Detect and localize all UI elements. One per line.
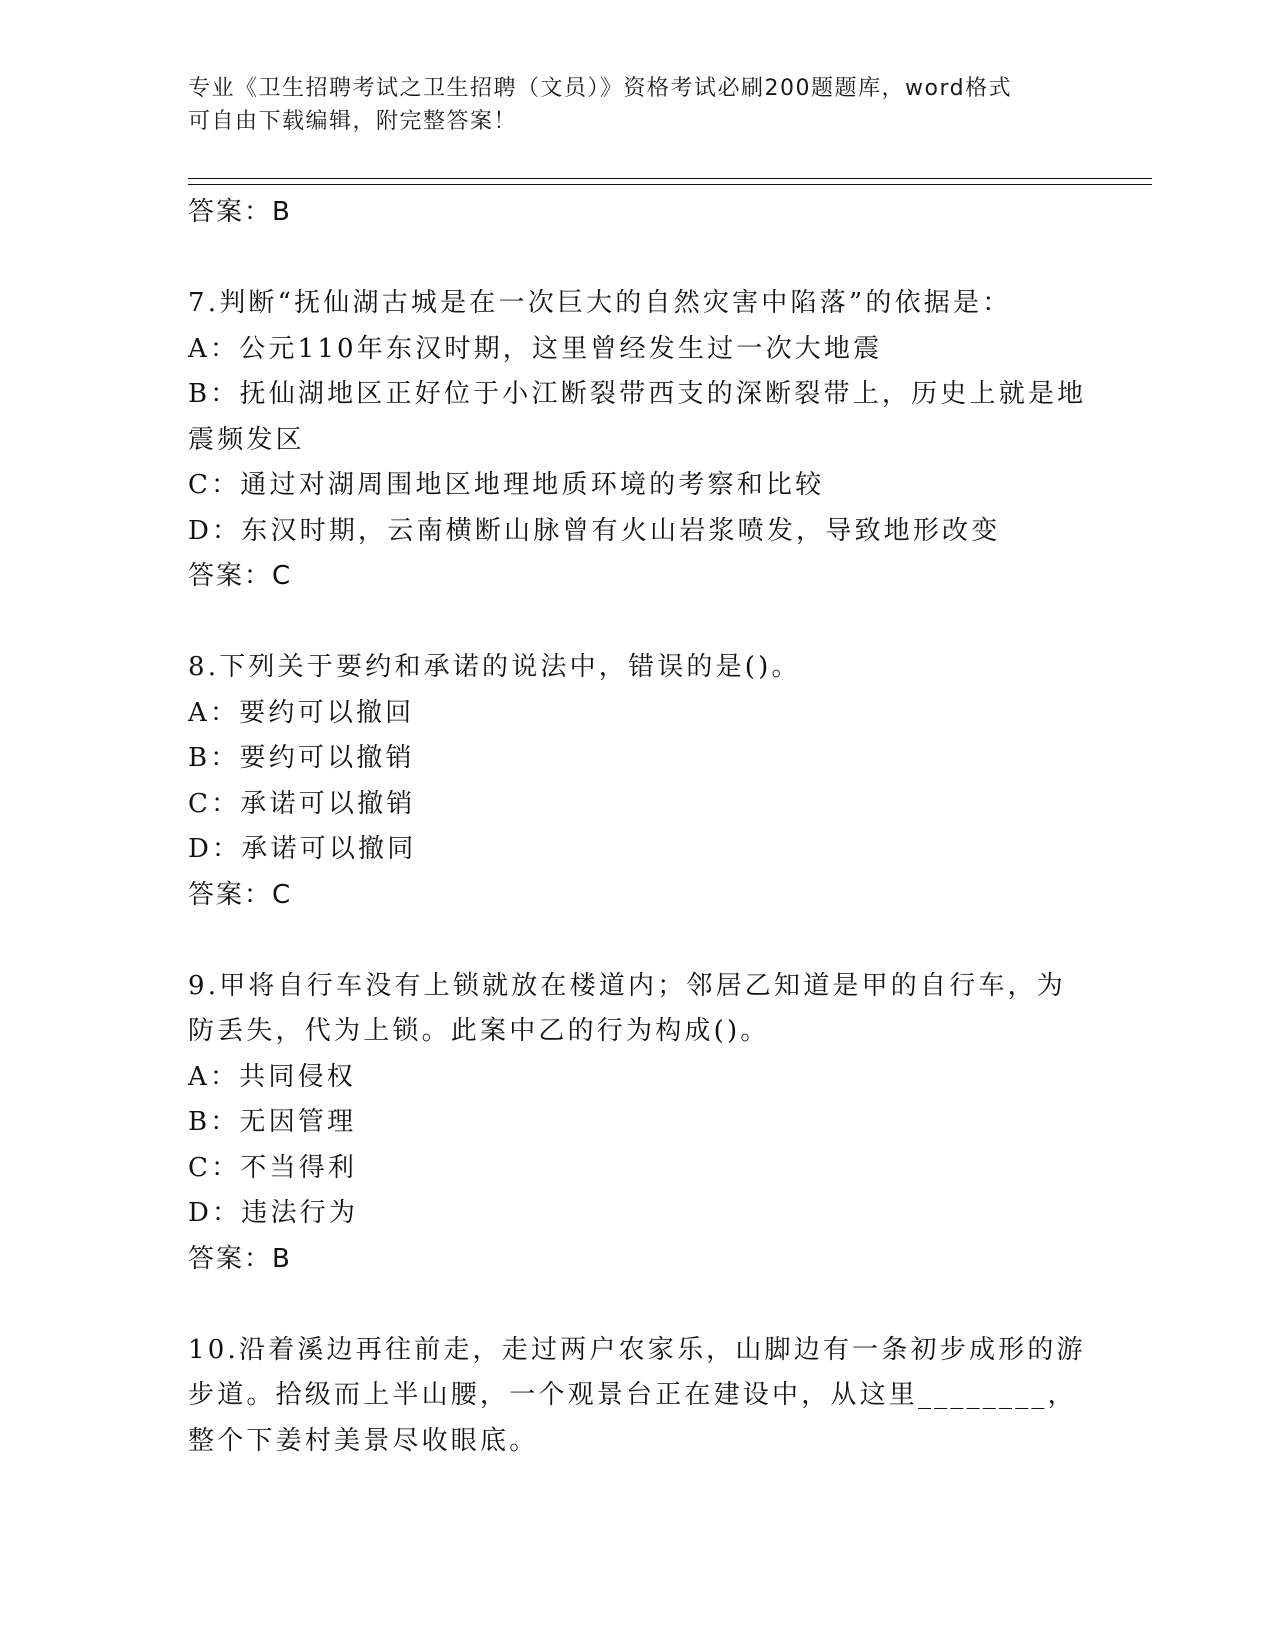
spacer	[188, 600, 1088, 646]
option-b: B：抚仙湖地区正好位于小江断裂带西支的深断裂带上，历史上就是地	[188, 379, 1087, 409]
question-stem-continued: 步道。拾级而上半山腰，一个观景台正在建设中，从这里________，	[188, 1380, 1077, 1410]
header-line-2: 可自由下载编辑，附完整答案！	[188, 109, 518, 134]
option-d: D：东汉时期，云南横断山脉曾有火山岩浆喷发，导致地形改变	[188, 515, 1001, 546]
option-a: A：公元110年东汉时期，这里曾经发生过一次大地震	[188, 333, 883, 364]
option-d: D：承诺可以撤同	[188, 834, 417, 864]
question-10	[188, 1328, 1088, 1465]
answer-label: 答案：C	[188, 879, 293, 910]
option-b: B：要约可以撤销	[188, 743, 415, 773]
option-b: B：无因管理	[188, 1107, 357, 1137]
spacer	[188, 1282, 1088, 1328]
answer-label: 答案：C	[188, 561, 293, 591]
answer-label: 答案：B	[188, 1243, 292, 1274]
option-d: D：违法行为	[188, 1198, 359, 1228]
question-9	[188, 964, 1088, 1283]
option-c: C：承诺可以撤销	[188, 788, 416, 819]
previous-answer: 答案：B	[188, 197, 292, 227]
option-b-continued: 震频发区	[188, 424, 305, 455]
question-stem-continued: 整个下姜村美景尽收眼底。	[188, 1425, 539, 1456]
spacer	[188, 918, 1088, 964]
question-stem: 8.下列关于要约和承诺的说法中，错误的是()。	[188, 652, 801, 682]
question-stem: 10.沿着溪边再往前走，走过两户农家乐，山脚边有一条初步成形的游	[188, 1334, 1086, 1365]
option-c: C：通过对湖周围地区地理地质环境的考察和比较	[188, 470, 825, 500]
question-stem-continued: 防丢失，代为上锁。此案中乙的行为构成()。	[188, 1016, 770, 1046]
header-divider-bottom	[188, 184, 1152, 185]
option-a: A：共同侵权	[188, 1061, 356, 1092]
question-7	[188, 281, 1088, 600]
question-stem: 7.判断“抚仙湖古城是在一次巨大的自然灾害中陷落”的依据是：	[188, 288, 1012, 318]
spacer	[188, 236, 1088, 282]
header-line-1: 专业《卫生招聘考试之卫生招聘（文员）》资格考试必刷200题题库，word格式	[188, 76, 1013, 101]
option-a: A：要约可以撤回	[188, 697, 415, 728]
header-divider-top	[188, 178, 1152, 179]
document-header	[188, 72, 1068, 138]
question-stem: 9.甲将自行车没有上锁就放在楼道内；邻居乙知道是甲的自行车，为	[188, 970, 1067, 1001]
question-8	[188, 645, 1088, 918]
option-c: C：不当得利	[188, 1152, 358, 1183]
question-list	[188, 190, 1088, 1464]
